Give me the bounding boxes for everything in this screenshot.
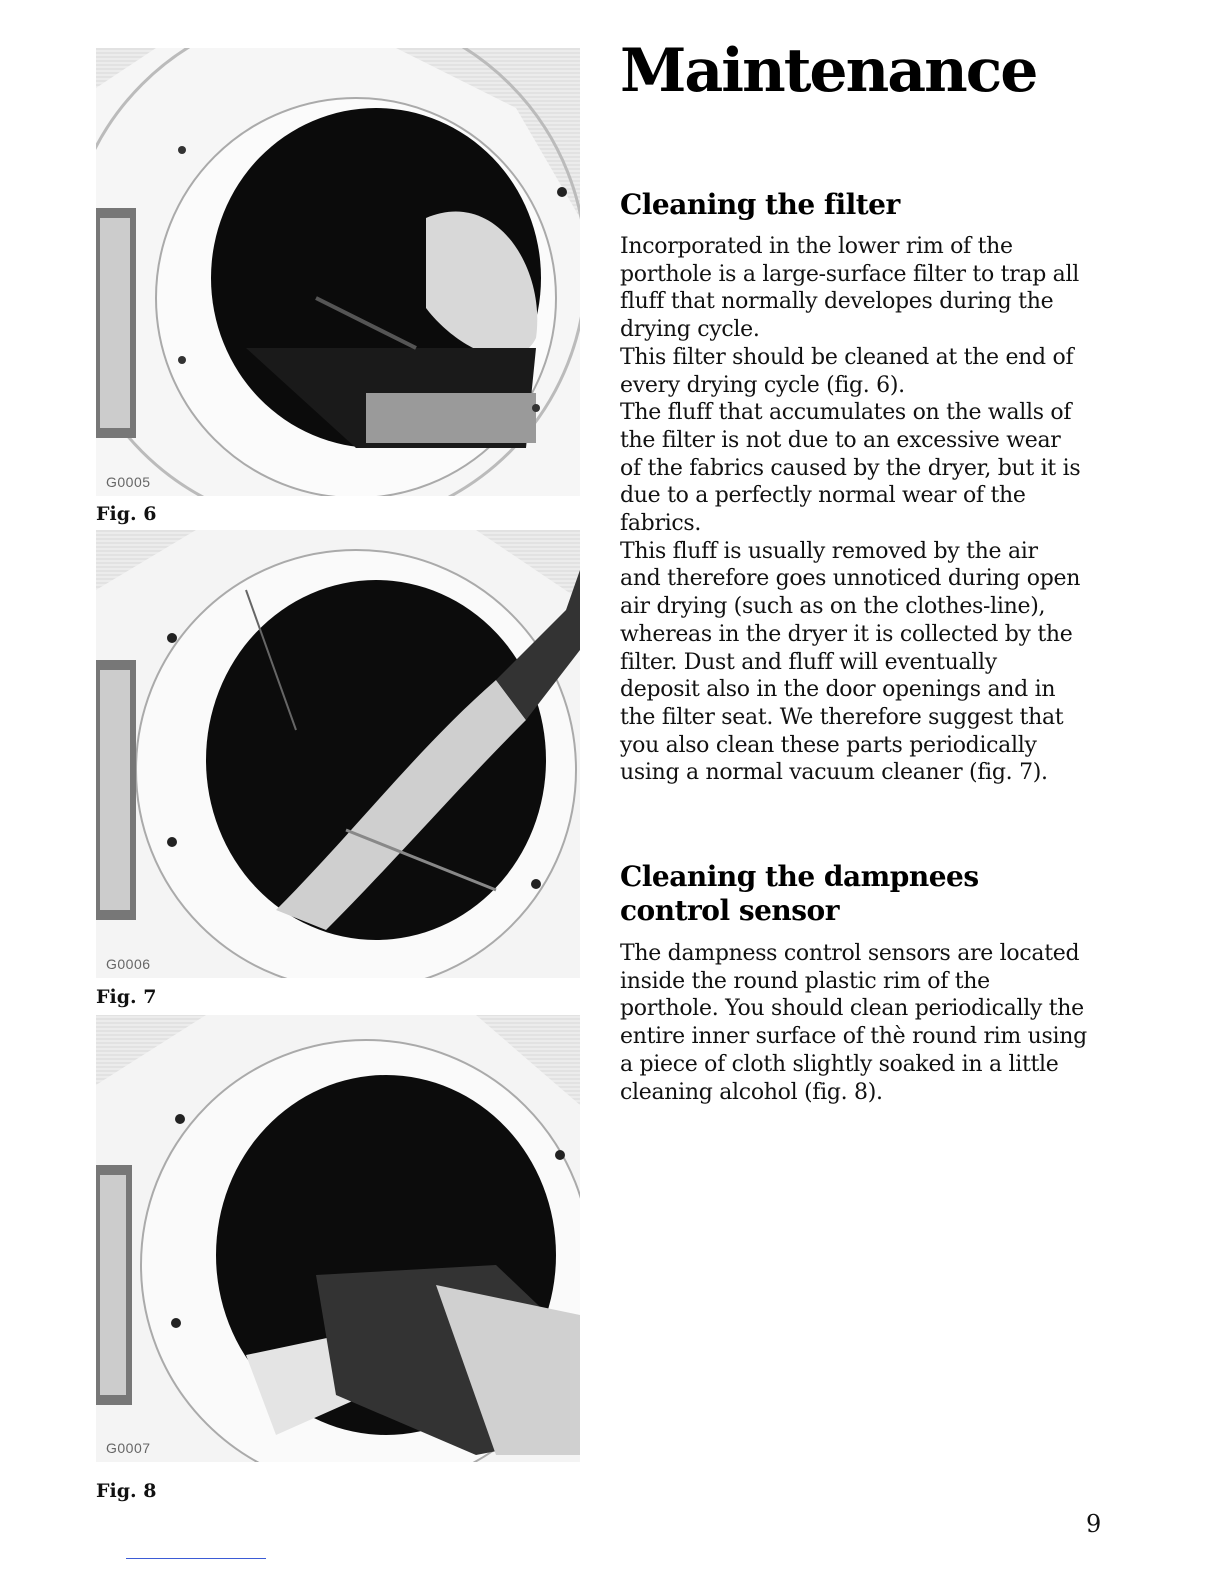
link-underline — [126, 1558, 266, 1559]
section-heading-sensor: Cleaning the dampnees control sensor — [620, 860, 979, 927]
figure-code: G0007 — [106, 1440, 151, 1456]
section-text-filter: Incorporated in the lower rim of the porthole is a large-surface filter to trap all fluff that normally developes during the drying cycle. This filter should be cleaned at the end of every drying cycle (fig. 6). The fluff that accumulates on the walls of the filter is not due to an excessive wear of the fabrics caused by the dryer, but it is due to a perfectly normal wear of the fabrics. This fluff is usually removed by the air and therefore goes unnoticed during open air drying (such as on the clothes-line), whereas in the dryer it is collected by the filter. Dust and fluff will eventually deposit also in the door openings and in the filter seat. We therefore suggest that you also clean these parts periodically using a normal vacuum cleaner (fig. 7). — [620, 234, 1081, 786]
section-heading-filter: Cleaning the filter — [620, 188, 900, 221]
section-text-sensor: The dampness control sensors are located inside the round plastic rim of the porthole. You should clean periodically the entire inner surface of thè round rim using a piece of cloth slightly soaked in a little cleaning alcohol (fig. 8). — [620, 941, 1087, 1105]
page-title: Maintenance — [620, 36, 1037, 106]
figure-8-photo — [96, 1015, 580, 1462]
figure-8-caption: Fig. 8 — [96, 1480, 157, 1502]
figure-code: G0006 — [106, 956, 151, 972]
figure-7-photo — [96, 530, 580, 978]
figure-code: G0005 — [106, 474, 151, 490]
sensor-cleaning-photo — [96, 1015, 580, 1462]
figure-7-caption: Fig. 7 — [96, 986, 157, 1008]
vacuum-cleaning-photo — [96, 530, 580, 978]
page-number: 9 — [1086, 1510, 1102, 1538]
figure-6-caption: Fig. 6 — [96, 503, 157, 525]
figure-6-photo — [96, 48, 580, 496]
dryer-filter-photo — [96, 48, 580, 496]
